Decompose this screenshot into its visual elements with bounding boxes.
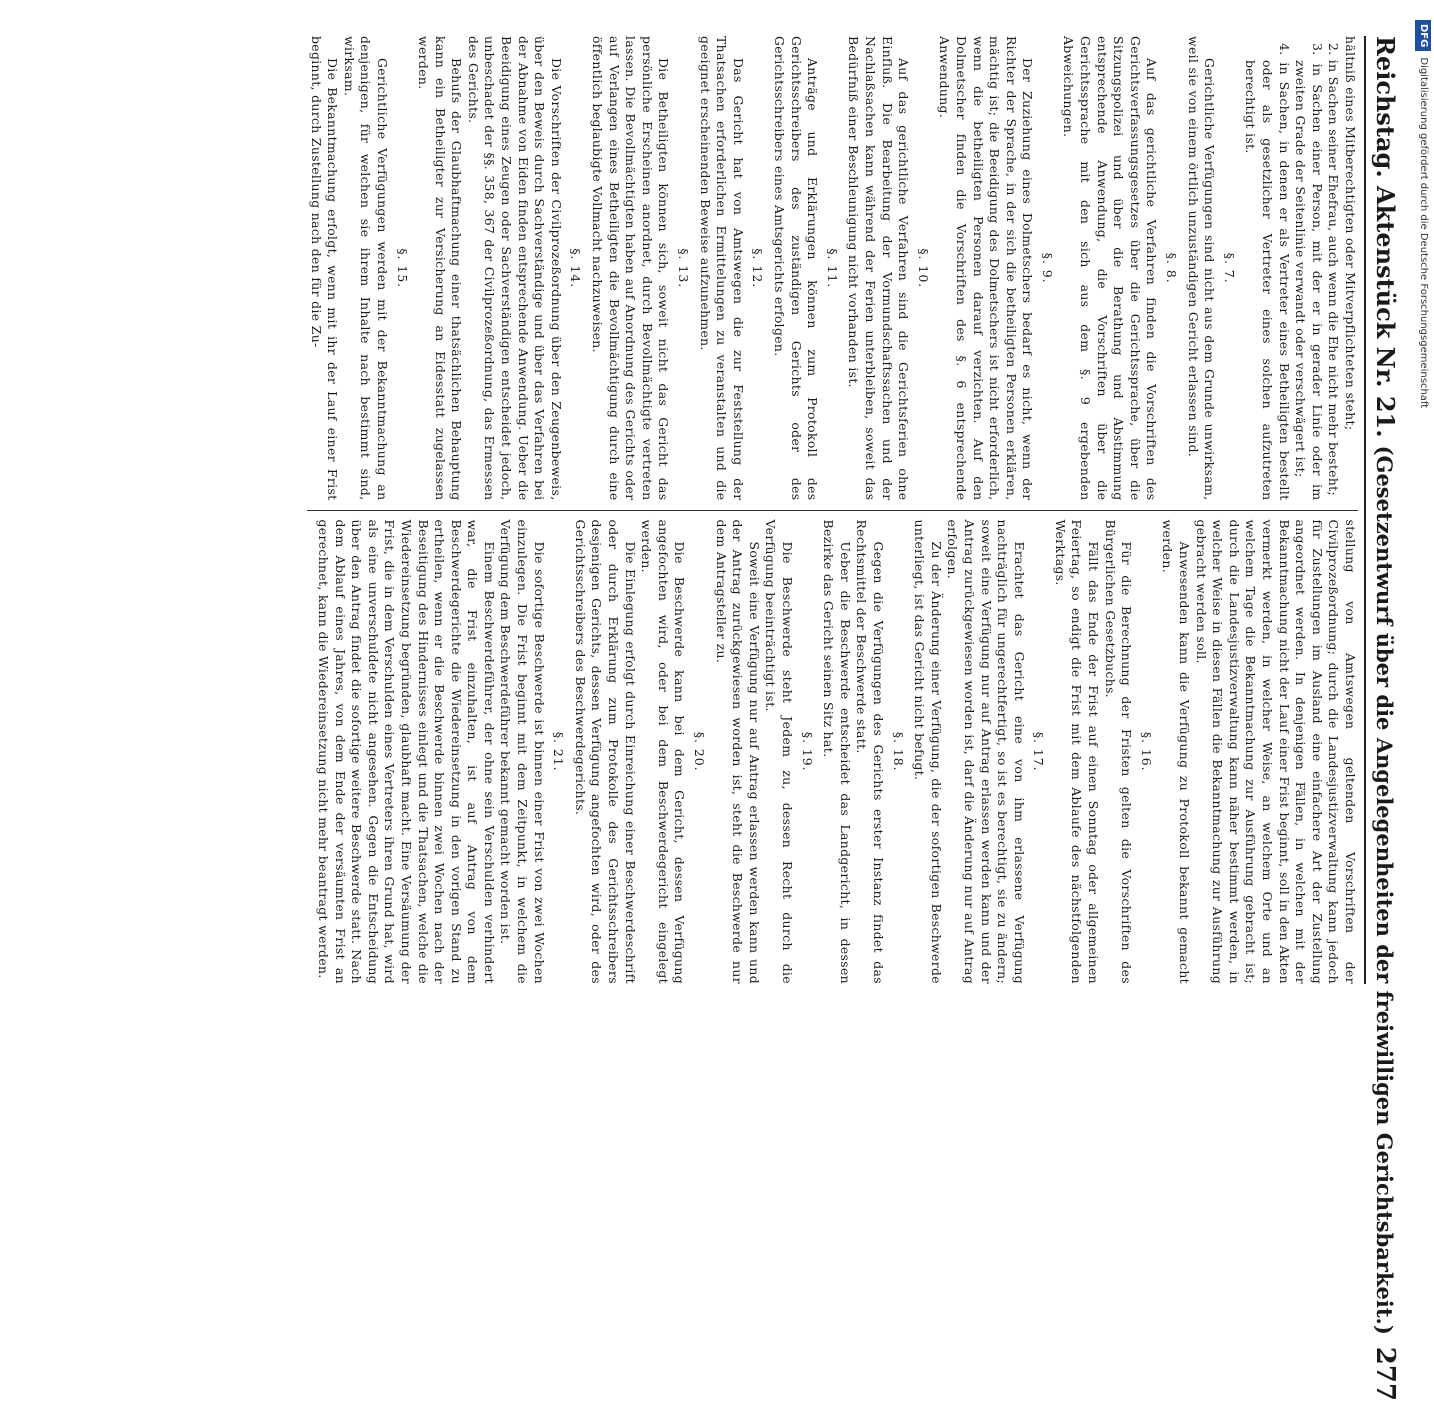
digitization-credit — [1413, 20, 1433, 600]
dfg-logo: DFG — [1415, 20, 1431, 51]
paragraph: Behufs der Glaubhaftmachung einer thatsächlichen Behauptung kann ein Betheiligter zur Versicherung an Eidesstatt zugelassen werden. — [416, 36, 465, 501]
page-number: 277 — [1370, 1346, 1400, 1401]
left-column — [307, 36, 1358, 501]
credit-text: Digitalisierung gefördert durch die Deutsche Forschungsgemeinschaft — [1418, 57, 1429, 409]
paragraph: Auf das gerichtliche Verfahren finden die Vorschriften des Gerichtsverfassungsgesetzes über die Gerichtssprache, über die Sitzungspolizei und über die Berathung und Abstimmung entsprechende Anwendung, die Vorschriften über die Gerichtssprache mit den sich aus dem §. 9 ergebenden Abweichungen. — [1061, 36, 1160, 501]
paragraph: Soweit eine Verfügung nur auf Antrag erlassen werden kann und der Antrag zurückgewiesen worden ist, steht die Beschwerde nur dem Antragsteller zu. — [713, 519, 762, 984]
header-left: Reichstag. Aktenstück Nr. 21. — [1371, 36, 1400, 438]
rotated-page-frame — [66, 22, 1406, 1401]
page-content — [66, 22, 1406, 1401]
paragraph: Erachtet das Gericht eine von ihm erlassene Verfügung nachträglich für ungerechtfertigt, so ist es berechtigt, sie zu ändern; soweit eine Verfügung nur auf Antrag erlassen werden kann und der Antrag zurückgewiesen worden ist, darf die Änderung nur auf Antrag erfolgen. — [945, 519, 1027, 984]
text-columns — [307, 36, 1358, 984]
paragraph: Einem Beschwerdeführer, der ohne sein Verschulden verhindert war, die Frist einzuhalten, ist auf Antrag von dem Beschwerdegerichte die Wiedereinsetzung in den vorigen Stand zu ertheilen, wenn er die Beschwerde binnen zwei Wochen nach der Beseitigung des Hindernisses einlegt und die Thatsachen, welche die Wiedereinsetzung begründen, glaubhaft macht. Eine Versäumung der Frist, die in dem Verschulden eines Vertreters ihren Grund hat, wird als eine unverschuldete nicht angesehen. Gegen die Entscheidung über den Antrag findet die sofortige weitere Beschwerde statt. Nach dem Ablauf eines Jahres, von dem Ende der versäumten Frist an gerechnet, kann die Wiedereinsetzung nicht mehr beantragt werden. — [315, 519, 497, 984]
list-item: 4. in Sachen, in denen er als Vertreter eines Betheiligten bestellt oder als gesetzlicher Vertreter eines solchen aufzutreten berechtigt ist. — [1243, 43, 1292, 501]
section-heading: §. 11. — [824, 248, 840, 289]
paragraph: stellung von Amtswegen geltenden Vorschriften der Civilprozeßordnung; durch die Landesjustizverwaltung kann jedoch für Zustellungen im Ausland eine einfachere Art der Zustellung angeordnet werden. In denjenigen Fällen, in welchen mit der Bekanntmachung nicht der Lauf einer Frist beginnt, soll in den Akten vermerkt werden, in welcher Weise, an welchem Orte und an welchem Tage die Bekanntmachung zur Ausführung gebracht ist; durch die Landesjustizverwaltung kann näher bestimmt werden, in welcher Weise in diesen Fällen die Bekanntmachung zur Ausführung gebracht werden soll. — [1193, 519, 1358, 984]
section-heading: §. 18. — [890, 731, 906, 772]
section-heading: §. 20. — [692, 731, 708, 772]
paragraph: Die Einlegung erfolgt durch Einreichung einer Beschwerdeschrift oder durch Erklärung zum Protokolle des Gerichtsschreibers desjenigen Gerichts, dessen Verfügung angefochten wird, oder des Gerichtsschreibers des Beschwerdegerichts. — [572, 519, 638, 984]
header-title — [1371, 36, 1400, 1335]
paragraph: Gerichtliche Verfügungen sind nicht aus dem Grunde unwirksam, weil sie von einem örtlich unzuständigen Gericht erlassen sind. — [1185, 36, 1218, 501]
section-heading: §. 15. — [394, 248, 410, 289]
list-item: 3. in Sachen einer Person, mit der er in gerader Linie oder im zweiten Grade der Seitenlinie verwandt oder verschwägert ist; — [1293, 43, 1325, 501]
section-heading: §. 10. — [915, 248, 931, 289]
section-heading: §. 21. — [551, 731, 567, 772]
section-heading: §. 8. — [1164, 252, 1180, 284]
column-divider — [307, 510, 1358, 511]
section-heading: §. 17. — [1031, 731, 1047, 772]
section-heading: §. 16. — [1138, 731, 1154, 772]
paragraph: Fällt das Ende der Frist auf einen Sonntag oder allgemeinen Feiertag, so endigt die Frist mit dem Ablaufe des nächstfolgenden Werktags. — [1052, 519, 1102, 984]
paragraph: Ueber die Beschwerde entscheidet das Landgericht, in dessen Bezirke das Gericht seinen Sitz hat. — [821, 519, 853, 984]
paragraph: Anträge und Erklärungen können zum Protokoll des Gerichtsschreibers des zuständigen Gerichts oder des Gerichtsschreibers eines Amtsgerichts erfolgen. — [772, 36, 821, 501]
paragraph: Die Beschwerde kann bei dem Gericht, dessen Verfügung angefochten wird, oder bei dem Beschwerdegericht eingelegt werden. — [639, 519, 688, 984]
paragraph: Die Vorschriften der Civilprozeßordnung über den Zeugenbeweis, über den Beweis durch Sachverständige und über das Verfahren bei der Abnahme von Eiden finden entsprechende Anwendung. Ueber die Beeidigung eines Zeugen oder Sachverständigen entscheidet jedoch, unbeschadet der §§. 358, 367 der Civilprozeßordnung, das Ermessen des Gerichts. — [465, 36, 564, 501]
paragraph: Die sofortige Beschwerde ist binnen einer Frist von zwei Wochen einzulegen. Die Frist beginnt mit dem Zeitpunkt, in welchem die Verfügung dem Beschwerdeführer bekannt gemacht worden ist. — [498, 519, 547, 984]
paragraph: hältniß eines Mitberechtigten oder Mitverpflichteten steht; — [1343, 36, 1358, 431]
paragraph: Auf das gerichtliche Verfahren sind die Gerichtsferien ohne Einfluß. Die Bearbeitung der Vormundschaftssachen und der Nachlaßsachen kann während der Ferien unterbleiben, soweit das Bedürfniß einer Beschleunigung nicht vorhanden ist. — [846, 36, 912, 501]
section-heading: §. 19. — [799, 731, 815, 772]
list-item: 2. in Sachen seiner Ehefrau, auch wenn die Ehe nicht mehr besteht; — [1326, 43, 1342, 497]
paragraph: Die Betheiligten können sich, soweit nicht das Gericht das persönliche Erscheinen anordnet, durch Bevollmächtigte vertreten lassen. Die Bevollmächtigten haben auf Anordnung des Gerichts oder auf Verlangen eines Betheiligten die Bevollmächtigung durch eine öffentlich beglaubigte Vollmacht nachzuweisen. — [590, 36, 672, 501]
paragraph: Gerichtliche Verfügungen werden mit der Bekanntmachung an denjenigen, für welchen sie ihrem Inhalte nach bestimmt sind, wirksam. — [341, 36, 390, 501]
paragraph: Die Bekanntmachung erfolgt, wenn mit ihr der Lauf einer Frist beginnt, durch Zustellung nach den für die Zu- — [308, 36, 341, 501]
section-heading: §. 13. — [676, 248, 692, 289]
credit-line — [1413, 20, 1433, 600]
right-column — [307, 519, 1358, 984]
paragraph: Zu der Änderung einer Verfügung, die der sofortigen Beschwerde unterliegt, ist das Gericht nicht befugt. — [912, 519, 944, 984]
section-heading: §. 12. — [750, 248, 766, 289]
section-heading: §. 14. — [568, 248, 584, 289]
section-heading: §. 9. — [1039, 252, 1055, 284]
paragraph: Der Zuziehung eines Dolmetschers bedarf es nicht, wenn der Richter der Sprache, in der sich die betheiligten Personen erklären, mächtig ist; die Beeidigung des Dolmetschers ist nicht erforderlich, wenn die betheiligten Personen darauf verzichten. Auf den Dolmetscher finden die Vorschriften des §. 6 entsprechende Anwendung. — [937, 36, 1036, 501]
paragraph: Für die Berechnung der Fristen gelten die Vorschriften des Bürgerlichen Gesetzbuchs. — [1102, 519, 1135, 984]
header-subtitle: (Gesetzentwurf über die Angelegenheiten der freiwilligen Gerichtsbarkeit.) — [1372, 445, 1397, 1335]
paragraph: Das Gericht hat von Amtswegen die zur Feststellung der Thatsachen erforderlichen Ermittelungen zu veranstalten und die geeignet erscheinenden Beweise aufzunehmen. — [697, 36, 746, 501]
paragraph: Die Beschwerde steht Jedem zu, dessen Recht durch die Verfügung beeinträchtigt ist. — [763, 519, 795, 984]
paragraph: Gegen die Verfügungen des Gerichts erster Instanz findet das Rechtsmittel der Beschwerde statt. — [854, 519, 886, 984]
running-header — [1364, 36, 1400, 1401]
paragraph: Anwesenden kann die Verfügung zu Protokoll bekannt gemacht werden. — [1160, 519, 1193, 984]
section-heading: §. 7. — [1221, 252, 1237, 284]
